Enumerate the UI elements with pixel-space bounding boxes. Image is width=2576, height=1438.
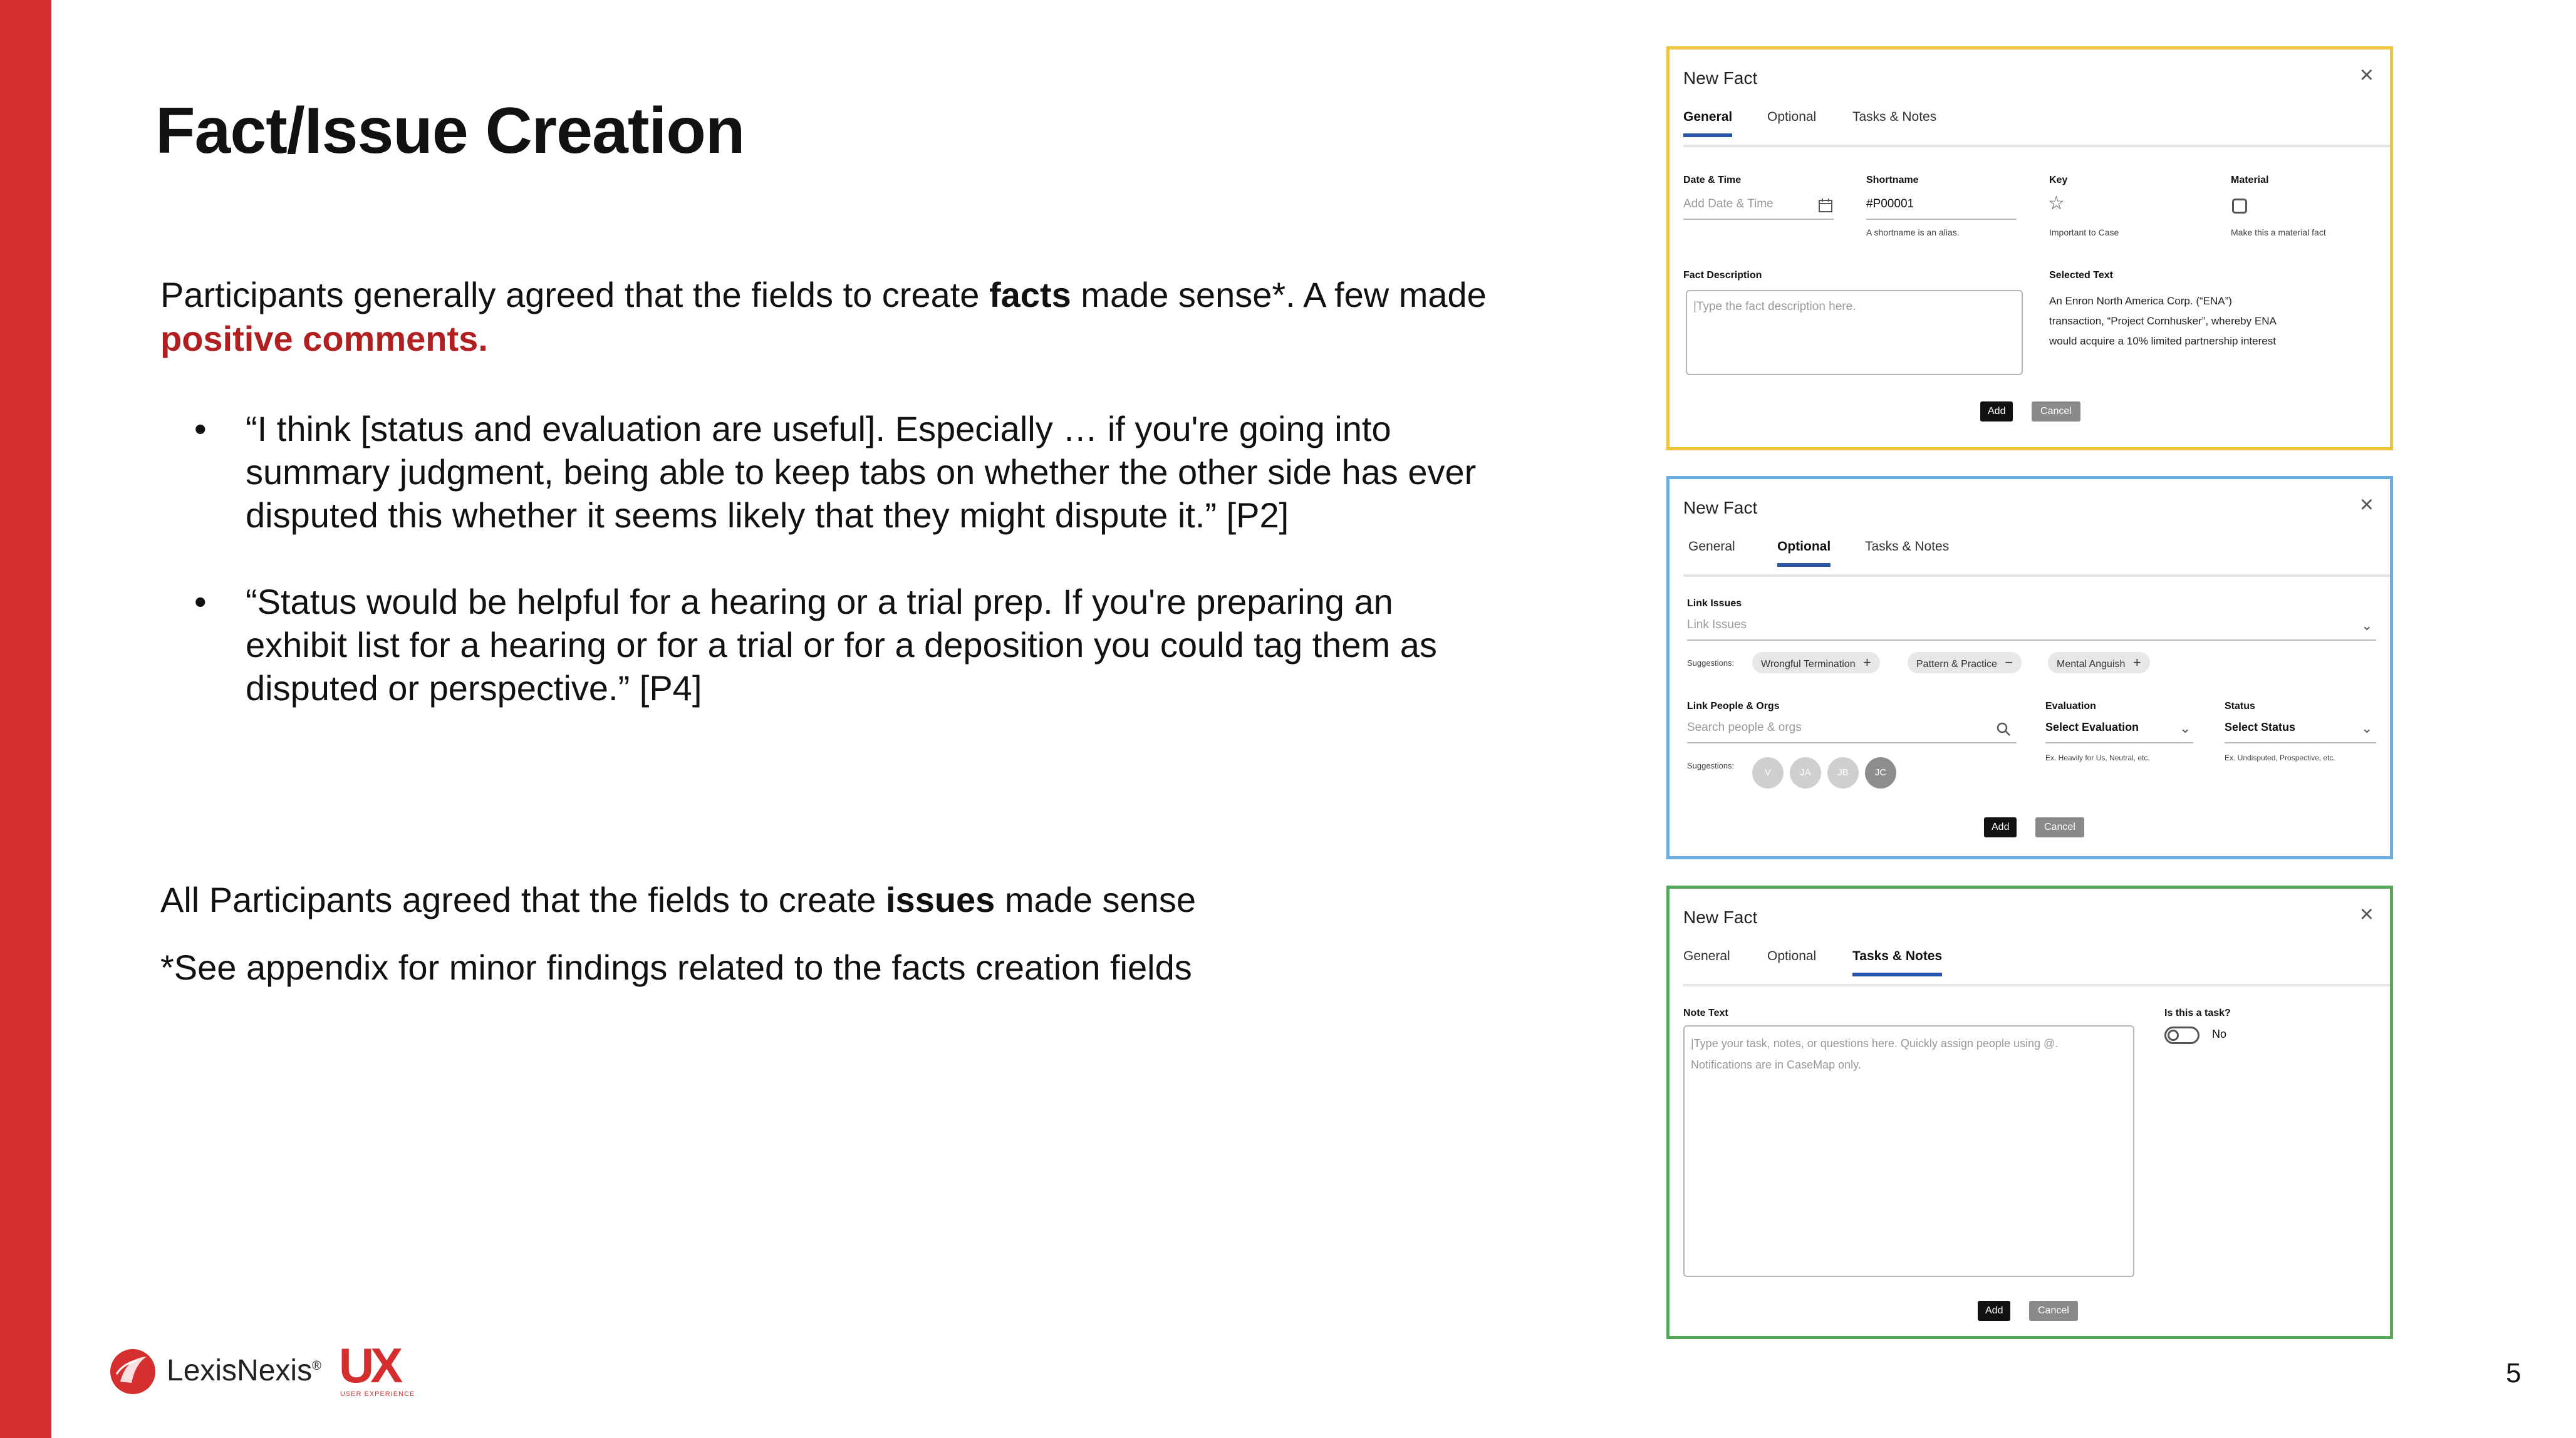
plus-icon[interactable]: + bbox=[2132, 654, 2141, 670]
tab-tasks-notes[interactable]: Tasks & Notes bbox=[1852, 110, 1937, 124]
fact-description-input[interactable]: |Type the fact description here. bbox=[1686, 290, 2023, 375]
cancel-button[interactable]: Cancel bbox=[2029, 1301, 2078, 1321]
link-people-label: Link People & Orgs bbox=[1687, 701, 1780, 711]
shortname-underline bbox=[1866, 219, 2017, 220]
add-button[interactable]: Add bbox=[1978, 1301, 2010, 1321]
chevron-down-icon[interactable]: ⌄ bbox=[2361, 618, 2373, 633]
chevron-down-icon[interactable]: ⌄ bbox=[2179, 720, 2191, 736]
shortname-hint: A shortname is an alias. bbox=[1866, 227, 1960, 237]
quote-text: “Status would be helpful for a hearing or a trial prep. If you're preparing an exhibit list for a hearing or for a trial or for a deposition you could tag them as disputed or perspective.” [P4] bbox=[246, 582, 1437, 708]
chip-label: Pattern & Practice bbox=[1916, 659, 1997, 670]
brand-name: LexisNexis bbox=[167, 1353, 313, 1387]
link-issues-underline bbox=[1687, 639, 2376, 641]
is-task-value: No bbox=[2212, 1028, 2227, 1040]
dialog-tabs bbox=[1683, 949, 2390, 986]
lexisnexis-logo-icon bbox=[108, 1345, 158, 1395]
tab-tasks-notes[interactable]: Tasks & Notes bbox=[1865, 539, 1950, 554]
close-icon[interactable]: × bbox=[2359, 492, 2374, 518]
dialog-title: New Fact bbox=[1683, 68, 1758, 88]
close-icon[interactable]: × bbox=[2359, 62, 2374, 88]
issues-text-1: All Participants agreed that the fields to create bbox=[160, 880, 886, 919]
issue-chip[interactable] bbox=[1908, 652, 2022, 673]
cancel-button[interactable]: Cancel bbox=[2035, 817, 2084, 837]
minus-icon[interactable]: − bbox=[2005, 654, 2013, 670]
new-fact-dialog-tasks-notes bbox=[1666, 886, 2393, 1339]
logo-text bbox=[167, 1353, 321, 1388]
facts-word: facts bbox=[989, 275, 1071, 314]
selected-text-line: transaction, “Project Cornhusker”, whereby ENA bbox=[2049, 315, 2277, 327]
issues-paragraph bbox=[160, 878, 1196, 922]
brand-reg: ® bbox=[312, 1358, 321, 1373]
appendix-note: *See appendix for minor findings related to the facts creation fields bbox=[160, 948, 1192, 987]
tab-optional[interactable]: Optional bbox=[1767, 949, 1817, 963]
link-issues-input[interactable]: Link Issues bbox=[1687, 618, 1747, 631]
date-time-label: Date & Time bbox=[1683, 175, 1742, 185]
status-label: Status bbox=[2225, 701, 2255, 711]
selected-text-line: would acquire a 10% limited partnership interest bbox=[2049, 335, 2276, 347]
bullet: • bbox=[194, 582, 207, 621]
calendar-icon[interactable] bbox=[1817, 197, 1834, 214]
search-icon[interactable] bbox=[1995, 721, 2012, 737]
lexisnexis-logo bbox=[108, 1340, 420, 1400]
dialog-tabs bbox=[1683, 539, 2390, 577]
quote-item bbox=[194, 580, 1478, 710]
material-checkbox[interactable] bbox=[2232, 199, 2247, 214]
note-placeholder-line: |Type your task, notes, or questions here. Quickly assign people using @. bbox=[1691, 1037, 2059, 1050]
issue-chip[interactable] bbox=[1752, 652, 1880, 673]
evaluation-label: Evaluation bbox=[2045, 701, 2096, 711]
material-label: Material bbox=[2231, 175, 2269, 185]
left-accent-bar bbox=[0, 0, 51, 1438]
fact-description-label: Fact Description bbox=[1683, 270, 1762, 281]
shortname-input[interactable]: #P00001 bbox=[1866, 197, 1914, 210]
positive-comments: positive comments. bbox=[160, 319, 488, 358]
note-placeholder-line: Notifications are in CaseMap only. bbox=[1691, 1058, 1861, 1071]
tab-general[interactable]: General bbox=[1683, 110, 1732, 137]
tab-optional[interactable]: Optional bbox=[1767, 110, 1817, 124]
ux-letters: UX bbox=[338, 1338, 400, 1393]
avatar[interactable]: V bbox=[1752, 757, 1784, 789]
intro-text-2: made sense*. A few made bbox=[1071, 275, 1487, 314]
page-number: 5 bbox=[2506, 1358, 2521, 1389]
status-underline bbox=[2225, 742, 2376, 743]
selected-text-line: An Enron North America Corp. (“ENA”) bbox=[2049, 295, 2232, 307]
avatar[interactable]: JB bbox=[1827, 757, 1859, 789]
ux-subtitle: USER EXPERIENCE bbox=[340, 1390, 415, 1398]
material-hint: Make this a material fact bbox=[2231, 227, 2326, 237]
issue-chip[interactable] bbox=[2048, 652, 2150, 673]
chip-label: Wrongful Termination bbox=[1761, 659, 1856, 670]
tab-optional[interactable]: Optional bbox=[1777, 539, 1831, 567]
new-fact-dialog-optional bbox=[1666, 476, 2393, 859]
avatar[interactable]: JC bbox=[1865, 757, 1896, 789]
add-button[interactable]: Add bbox=[1984, 817, 2017, 837]
close-icon[interactable]: × bbox=[2359, 901, 2374, 928]
intro-text-1: Participants generally agreed that the fields to create bbox=[160, 275, 989, 314]
issues-word: issues bbox=[885, 880, 995, 919]
chip-label: Mental Anguish bbox=[2057, 659, 2126, 670]
shortname-label: Shortname bbox=[1866, 175, 1919, 185]
new-fact-dialog-general bbox=[1666, 46, 2393, 450]
add-button[interactable]: Add bbox=[1980, 401, 2013, 422]
is-task-toggle[interactable] bbox=[2164, 1027, 2199, 1044]
intro-paragraph bbox=[160, 273, 1507, 361]
page-title: Fact/Issue Creation bbox=[155, 95, 745, 167]
quote-item bbox=[194, 407, 1478, 537]
quote-text: “I think [status and evaluation are useful]. Especially … if you're going into summary judgment, being able to keep tabs on whether the other side has ever disputed this whether it seems likely that they might dispute it.” [P2] bbox=[246, 409, 1477, 535]
people-suggestions-label: Suggestions: bbox=[1687, 761, 1735, 770]
link-people-underline bbox=[1687, 742, 2017, 743]
date-time-underline bbox=[1683, 219, 1834, 220]
status-select[interactable]: Select Status bbox=[2225, 721, 2296, 733]
ux-logo bbox=[339, 1340, 420, 1400]
star-icon[interactable]: ☆ bbox=[2048, 193, 2065, 214]
key-hint: Important to Case bbox=[2049, 227, 2119, 237]
bullet: • bbox=[194, 409, 207, 448]
key-label: Key bbox=[2049, 175, 2068, 185]
evaluation-underline bbox=[2045, 742, 2193, 743]
cancel-button[interactable]: Cancel bbox=[2032, 401, 2080, 422]
quote-list bbox=[194, 407, 1478, 753]
note-text-label: Note Text bbox=[1683, 1008, 1728, 1018]
tab-general[interactable]: General bbox=[1688, 539, 1735, 554]
toggle-knob bbox=[2168, 1030, 2179, 1041]
dialog-title: New Fact bbox=[1683, 908, 1758, 927]
issue-suggestions-label: Suggestions: bbox=[1687, 658, 1735, 668]
selected-text-label: Selected Text bbox=[2049, 270, 2113, 281]
dialog-tabs bbox=[1683, 110, 2390, 147]
dialog-title: New Fact bbox=[1683, 498, 1758, 517]
plus-icon[interactable]: + bbox=[1863, 654, 1871, 670]
tab-tasks-notes[interactable]: Tasks & Notes bbox=[1852, 949, 1942, 976]
tab-general[interactable]: General bbox=[1683, 949, 1730, 963]
link-issues-label: Link Issues bbox=[1687, 598, 1742, 609]
avatar[interactable]: JA bbox=[1790, 757, 1821, 789]
is-task-label: Is this a task? bbox=[2164, 1008, 2231, 1018]
note-text-input[interactable] bbox=[1683, 1025, 2134, 1277]
evaluation-select[interactable]: Select Evaluation bbox=[2045, 721, 2139, 733]
chevron-down-icon[interactable]: ⌄ bbox=[2361, 720, 2373, 736]
status-hint: Ex. Undisputed, Prospective, etc. bbox=[2225, 753, 2335, 762]
issues-text-2: made sense bbox=[995, 880, 1196, 919]
link-people-input[interactable]: Search people & orgs bbox=[1687, 721, 1802, 734]
date-time-input[interactable]: Add Date & Time bbox=[1683, 197, 1774, 210]
evaluation-hint: Ex. Heavily for Us, Neutral, etc. bbox=[2045, 753, 2150, 762]
